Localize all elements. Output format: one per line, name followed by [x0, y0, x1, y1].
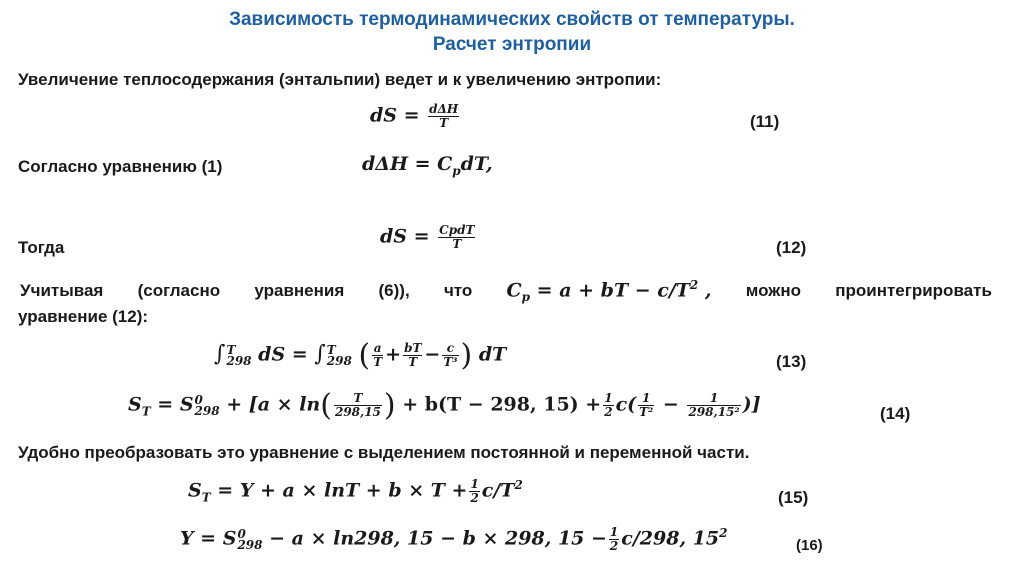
equation-15 — [188, 478, 523, 505]
eq13-ds: dS = — [258, 343, 308, 366]
eq16-half — [609, 526, 619, 553]
eq16-s-sup: 0 — [237, 526, 246, 541]
eq14-f3-den: 298,15² — [688, 405, 740, 419]
eq13-label: (13) — [776, 352, 807, 371]
eq16-s-scripts — [237, 526, 263, 552]
eq15-half-num: 1 — [470, 477, 479, 491]
considering-word-3: уравнения — [254, 281, 345, 301]
eq14-frac-2 — [638, 392, 654, 419]
eq13-f3-num: c — [442, 342, 458, 356]
considering-word-1: Учитывая — [20, 281, 104, 301]
cp-rhs: = a + bT − c/T — [530, 279, 690, 302]
eq14-paren-open: ( — [320, 388, 332, 423]
slide-title-line1: Зависимость термодинамических свойств от температуры. — [229, 9, 795, 30]
eq14-minus: − — [656, 393, 686, 416]
considering-word-5: что — [443, 281, 473, 301]
equation-13: ∫ T 298 dS = ∫ T 298 ( $\frac{a}{T}$ + $\frac{bT}{T}$ − $\frac{c}{\text{T³}}$ ) dT — [214, 338, 507, 373]
eq15-lhs: S — [188, 479, 202, 502]
eq14-s-sup: 0 — [194, 392, 203, 407]
cp-sup: 2 — [689, 278, 699, 292]
eq14-half-den: 2 — [604, 405, 613, 419]
eq13-dt: dT — [478, 343, 507, 366]
eq13-f2-den: T — [408, 355, 418, 369]
eq16-label: (16) — [796, 537, 823, 554]
eq14-lhs-sub: T — [141, 404, 151, 419]
eq13-f1-num: a — [373, 341, 382, 355]
eq13-frac-bT — [403, 342, 422, 369]
eq14-s-sub: 298 — [194, 403, 220, 418]
eq16-mid: − a × ln298, 15 − b × 298, 15 − — [262, 527, 607, 550]
eq11-label: (11) — [750, 112, 780, 131]
eq13-frac-a — [372, 342, 383, 369]
eq14-frac-3 — [687, 392, 740, 419]
eq14-c: c( — [615, 393, 637, 416]
eq14-close: )] — [742, 393, 761, 416]
paren-close: ) — [460, 338, 473, 373]
convenient-text: Удобно преобразовать это уравнение с выделением постоянной и переменной части. — [18, 443, 750, 462]
considering-line — [20, 278, 992, 304]
slide-title-line2: Расчет энтропии — [432, 34, 592, 55]
eq16-sup: 2 — [719, 526, 728, 541]
eq14-f3-num: 1 — [687, 392, 740, 406]
eq14-f2-num: 1 — [638, 392, 654, 406]
eq14-frac-1 — [334, 392, 382, 419]
considering-word-2: (согласно — [137, 281, 221, 301]
eq13-frac-c — [442, 342, 458, 369]
eq-dH-tail: dT, — [460, 153, 493, 175]
eq16-lhs: Y = S — [180, 527, 237, 550]
according-eq1-text: Согласно уравнению (1) — [18, 157, 223, 176]
eq14-label: (14) — [880, 404, 911, 423]
eq-dH-main: dΔH = C — [362, 153, 453, 175]
eq11-numerator: dΔH — [429, 102, 459, 116]
eq14-b: + b(T − 298, 15) + — [395, 393, 602, 416]
eq14-paren-close: ) — [383, 388, 396, 423]
then-text: Тогда — [18, 238, 65, 257]
int2-upper: T — [326, 342, 336, 357]
eq15-half-den: 2 — [470, 491, 479, 505]
eq12-numerator: CpdT — [439, 223, 475, 237]
eq14-lhs: S — [128, 393, 142, 416]
cp-symbol: C — [506, 279, 522, 302]
eq14-half — [603, 392, 613, 419]
equation-11 — [370, 103, 461, 130]
eq15-lhs-sub: T — [201, 490, 211, 505]
eq11-denominator: T — [439, 116, 449, 130]
equation-12-ref: уравнение (12): — [18, 307, 149, 326]
considering-tail-1: можно — [745, 281, 801, 301]
intro-text: Увеличение теплосодержания (энтальпии) ведет и к увеличению энтропии: — [18, 70, 662, 89]
eq13-f1-den: T — [373, 355, 383, 369]
eq16-tail: c/298, 15 — [621, 527, 720, 550]
equation-dH — [362, 153, 493, 178]
eq16-s-sub: 298 — [237, 537, 263, 552]
integral-sign-1: ∫ — [214, 341, 226, 367]
cp-sub: p — [521, 290, 531, 305]
eq16-half-den: 2 — [609, 539, 619, 553]
int1-lower: 298 — [226, 353, 252, 368]
eq12-fraction — [438, 224, 475, 251]
equation-12 — [380, 224, 477, 251]
int1-upper: T — [226, 342, 236, 357]
eq13-f3-den: T³ — [443, 355, 458, 369]
cp-expression: $C_p = a$ + bT − $c/T^2$ , — [506, 278, 712, 305]
considering-word-4: (6)), — [378, 281, 410, 301]
eq-dH-sub: p — [452, 163, 461, 178]
eq14-s-scripts — [194, 392, 220, 418]
eq15-label: (15) — [778, 488, 809, 507]
equation-14 — [128, 388, 761, 423]
eq15-sup: 2 — [514, 478, 523, 493]
eq14-f1-den: 298,15 — [334, 405, 381, 419]
integral-limits-1 — [226, 342, 252, 368]
eq14-f1-num: T — [334, 392, 382, 406]
eq14-half-num: 1 — [604, 391, 613, 405]
paren-open: ( — [358, 338, 371, 373]
eq14-a: + [a × ln — [219, 393, 321, 416]
eq14-eq: = S — [150, 393, 194, 416]
equation-16 — [180, 526, 727, 553]
considering-tail-2: проинтегрировать — [835, 281, 992, 301]
integral-sign-2: ∫ — [314, 341, 326, 367]
eq12-denominator: T — [452, 237, 462, 251]
eq15-rhs: = Y + a × lnT + b × T + — [210, 479, 468, 502]
integral-limits-2 — [326, 342, 352, 368]
eq12-label: (12) — [776, 238, 807, 257]
eq11-lhs: dS = — [370, 104, 420, 127]
eq11-fraction — [428, 103, 459, 130]
eq16-half-num: 1 — [609, 525, 619, 539]
eq14-f2-den: T² — [639, 405, 654, 419]
eq15-tail: c/T — [481, 479, 515, 502]
eq15-half — [469, 478, 479, 505]
eq13-f2-num: bT — [404, 341, 422, 355]
int2-lower: 298 — [326, 353, 352, 368]
eq12-lhs: dS = — [380, 225, 430, 248]
